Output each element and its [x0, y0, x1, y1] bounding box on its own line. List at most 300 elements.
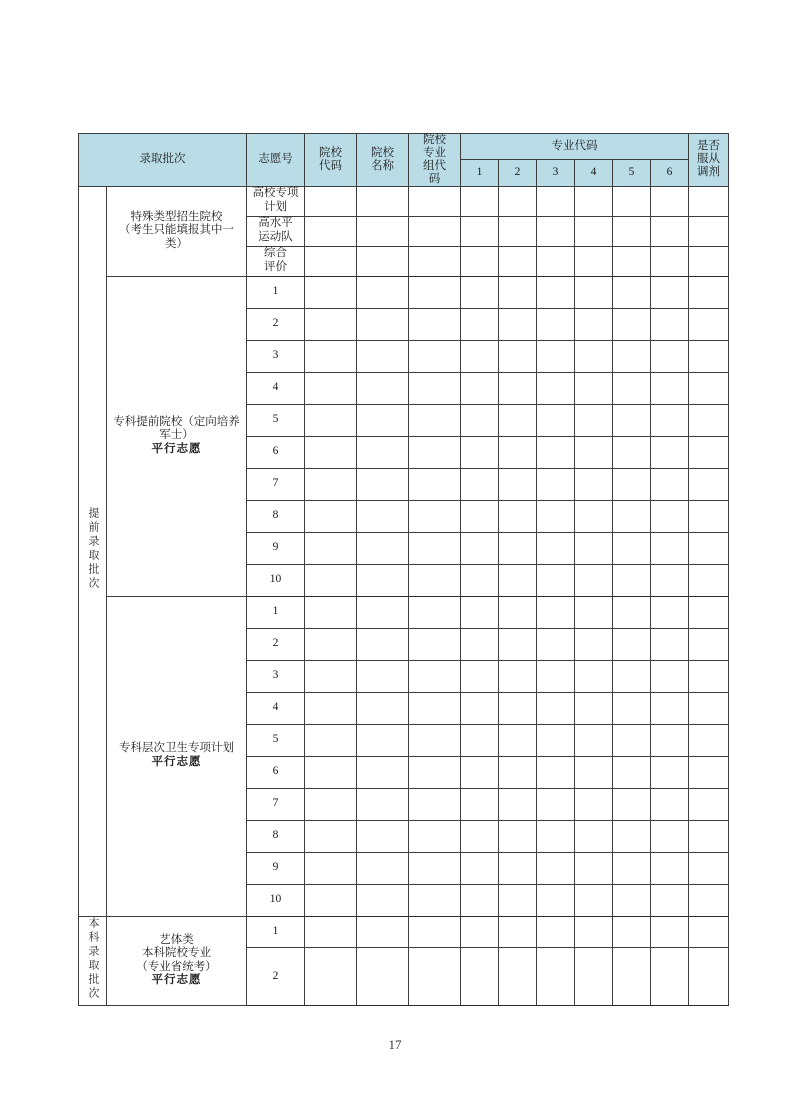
volunteer-no-cell[interactable]: [247, 276, 305, 308]
school-code-cell[interactable]: [305, 564, 357, 596]
major-code-cell-2[interactable]: [499, 372, 537, 404]
major-code-cell-3[interactable]: [537, 468, 575, 500]
major-code-cell-4[interactable]: [575, 436, 613, 468]
school-name-cell[interactable]: [357, 186, 409, 216]
school-name-cell[interactable]: [357, 468, 409, 500]
volunteer-no-cell[interactable]: [247, 628, 305, 660]
major-code-cell-5[interactable]: [613, 372, 651, 404]
major-code-cell-1[interactable]: [461, 852, 499, 884]
major-code-cell-2[interactable]: [499, 216, 537, 246]
major-code-cell-5[interactable]: [613, 916, 651, 947]
major-code-cell-2[interactable]: [499, 246, 537, 276]
obey-adjustment-cell[interactable]: [689, 564, 729, 596]
obey-adjustment-cell[interactable]: [689, 340, 729, 372]
volunteer-no-cell[interactable]: [247, 532, 305, 564]
major-code-cell-5[interactable]: [613, 947, 651, 1005]
obey-adjustment-cell[interactable]: [689, 884, 729, 916]
school-group-code-cell[interactable]: [409, 216, 461, 246]
major-code-cell-4[interactable]: [575, 788, 613, 820]
obey-adjustment-cell[interactable]: [689, 692, 729, 724]
major-code-cell-4[interactable]: [575, 596, 613, 628]
volunteer-no-cell[interactable]: [247, 916, 305, 947]
major-code-cell-2[interactable]: [499, 596, 537, 628]
header-major-1: 1: [461, 160, 499, 186]
school-code-cell[interactable]: [305, 404, 357, 436]
volunteer-no-cell[interactable]: [247, 884, 305, 916]
major-code-cell-1[interactable]: [461, 820, 499, 852]
major-code-cell-1[interactable]: [461, 372, 499, 404]
school-name-cell[interactable]: [357, 628, 409, 660]
school-group-code-cell[interactable]: [409, 532, 461, 564]
school-code-cell[interactable]: [305, 276, 357, 308]
school-group-code-cell[interactable]: [409, 884, 461, 916]
volunteer-no-cell[interactable]: [247, 404, 305, 436]
major-code-cell-3[interactable]: [537, 372, 575, 404]
major-code-cell-4[interactable]: [575, 692, 613, 724]
major-code-cell-3[interactable]: [537, 916, 575, 947]
major-code-cell-6[interactable]: [651, 532, 689, 564]
school-group-code-cell[interactable]: [409, 820, 461, 852]
major-code-cell-1[interactable]: [461, 436, 499, 468]
school-group-code-cell[interactable]: [409, 692, 461, 724]
plan-name-line: 艺体类: [159, 933, 194, 946]
school-name-cell[interactable]: [357, 596, 409, 628]
school-code-cell[interactable]: [305, 372, 357, 404]
major-code-cell-2[interactable]: [499, 532, 537, 564]
major-code-cell-5[interactable]: [613, 216, 651, 246]
major-code-cell-4[interactable]: [575, 468, 613, 500]
major-code-cell-4[interactable]: [575, 216, 613, 246]
major-code-cell-1[interactable]: [461, 884, 499, 916]
major-code-cell-6[interactable]: [651, 756, 689, 788]
obey-adjustment-cell[interactable]: [689, 372, 729, 404]
school-name-cell[interactable]: [357, 660, 409, 692]
table-header: [79, 134, 729, 187]
school-name-cell[interactable]: [357, 404, 409, 436]
major-code-cell-2[interactable]: [499, 916, 537, 947]
school-name-cell[interactable]: [357, 500, 409, 532]
major-code-cell-4[interactable]: [575, 852, 613, 884]
volunteer-no-cell[interactable]: [247, 692, 305, 724]
major-code-cell-5[interactable]: [613, 884, 651, 916]
major-code-cell-2[interactable]: [499, 276, 537, 308]
school-name-cell[interactable]: [357, 372, 409, 404]
volunteer-no-cell[interactable]: [247, 564, 305, 596]
major-code-cell-1[interactable]: [461, 308, 499, 340]
major-code-cell-6[interactable]: [651, 564, 689, 596]
major-code-cell-2[interactable]: [499, 500, 537, 532]
major-code-cell-3[interactable]: [537, 947, 575, 1005]
major-code-cell-3[interactable]: [537, 340, 575, 372]
major-code-cell-4[interactable]: [575, 500, 613, 532]
obey-adjustment-cell[interactable]: [689, 276, 729, 308]
major-code-cell-4[interactable]: [575, 532, 613, 564]
school-code-cell[interactable]: [305, 340, 357, 372]
major-code-cell-6[interactable]: [651, 660, 689, 692]
major-code-cell-3[interactable]: [537, 404, 575, 436]
school-group-code-cell[interactable]: [409, 404, 461, 436]
school-group-code-cell[interactable]: [409, 788, 461, 820]
obey-adjustment-cell[interactable]: [689, 436, 729, 468]
header-school-code-line1: 院校: [319, 146, 342, 159]
volunteer-no-text: 1: [272, 285, 279, 298]
volunteer-no-cell[interactable]: [247, 340, 305, 372]
school-code-cell[interactable]: [305, 468, 357, 500]
school-code-cell[interactable]: [305, 532, 357, 564]
volunteer-no-text: 8: [272, 509, 279, 522]
obey-adjustment-cell[interactable]: [689, 468, 729, 500]
school-group-code-cell[interactable]: [409, 276, 461, 308]
obey-adjustment-cell[interactable]: [689, 756, 729, 788]
major-code-cell-5[interactable]: [613, 246, 651, 276]
major-code-cell-5[interactable]: [613, 308, 651, 340]
major-code-cell-2[interactable]: [499, 340, 537, 372]
school-group-code-cell[interactable]: [409, 308, 461, 340]
school-code-cell[interactable]: [305, 884, 357, 916]
school-name-cell[interactable]: [357, 246, 409, 276]
school-code-cell[interactable]: [305, 788, 357, 820]
major-code-cell-5[interactable]: [613, 276, 651, 308]
major-code-cell-1[interactable]: [461, 564, 499, 596]
obey-adjustment-cell[interactable]: [689, 724, 729, 756]
major-code-cell-3[interactable]: [537, 186, 575, 216]
major-code-cell-6[interactable]: [651, 916, 689, 947]
major-code-cell-1[interactable]: [461, 246, 499, 276]
school-name-cell[interactable]: [357, 788, 409, 820]
major-code-cell-2[interactable]: [499, 564, 537, 596]
school-code-cell[interactable]: [305, 660, 357, 692]
major-code-cell-2[interactable]: [499, 308, 537, 340]
obey-adjustment-cell[interactable]: [689, 308, 729, 340]
volunteer-no-text: 计划: [264, 201, 287, 213]
major-code-cell-2[interactable]: [499, 852, 537, 884]
major-code-cell-6[interactable]: [651, 596, 689, 628]
major-code-cell-3[interactable]: [537, 756, 575, 788]
major-code-cell-3[interactable]: [537, 820, 575, 852]
obey-adjustment-cell[interactable]: [689, 947, 729, 1005]
major-code-cell-2[interactable]: [499, 186, 537, 216]
school-code-cell[interactable]: [305, 628, 357, 660]
volunteer-no-cell[interactable]: [247, 216, 305, 246]
school-code-cell[interactable]: [305, 596, 357, 628]
school-group-code-cell[interactable]: [409, 756, 461, 788]
school-group-code-cell[interactable]: [409, 186, 461, 216]
major-code-cell-3[interactable]: [537, 216, 575, 246]
major-code-cell-3[interactable]: [537, 660, 575, 692]
major-code-cell-5[interactable]: [613, 468, 651, 500]
major-code-cell-4[interactable]: [575, 246, 613, 276]
major-code-cell-3[interactable]: [537, 436, 575, 468]
school-group-code-cell[interactable]: [409, 596, 461, 628]
major-code-cell-1[interactable]: [461, 340, 499, 372]
major-code-cell-1[interactable]: [461, 756, 499, 788]
school-name-cell[interactable]: [357, 308, 409, 340]
major-code-cell-2[interactable]: [499, 947, 537, 1005]
obey-adjustment-cell[interactable]: [689, 500, 729, 532]
volunteer-no-cell[interactable]: [247, 186, 305, 216]
major-code-cell-6[interactable]: [651, 372, 689, 404]
major-code-cell-3[interactable]: [537, 308, 575, 340]
school-name-cell[interactable]: [357, 692, 409, 724]
major-code-cell-6[interactable]: [651, 436, 689, 468]
school-group-code-cell[interactable]: [409, 372, 461, 404]
school-code-cell[interactable]: [305, 820, 357, 852]
major-code-cell-2[interactable]: [499, 404, 537, 436]
volunteer-no-cell[interactable]: [247, 724, 305, 756]
obey-adjustment-cell[interactable]: [689, 628, 729, 660]
page-number: 17: [388, 1037, 402, 1052]
major-code-cell-1[interactable]: [461, 628, 499, 660]
major-code-cell-4[interactable]: [575, 628, 613, 660]
school-name-cell[interactable]: [357, 564, 409, 596]
volunteer-no-text: 4: [272, 701, 279, 714]
major-code-cell-6[interactable]: [651, 468, 689, 500]
school-name-cell[interactable]: [357, 532, 409, 564]
plan-name-line: 专科提前院校（定向培养: [113, 415, 240, 428]
major-code-cell-2[interactable]: [499, 788, 537, 820]
header-row-1: [79, 134, 729, 160]
major-code-cell-5[interactable]: [613, 852, 651, 884]
major-code-cell-6[interactable]: [651, 884, 689, 916]
major-code-cell-5[interactable]: [613, 500, 651, 532]
major-code-cell-4[interactable]: [575, 756, 613, 788]
volunteer-no-cell[interactable]: [247, 596, 305, 628]
volunteer-no-cell[interactable]: [247, 500, 305, 532]
major-code-cell-3[interactable]: [537, 532, 575, 564]
volunteer-no-cell[interactable]: [247, 468, 305, 500]
school-group-code-cell[interactable]: [409, 436, 461, 468]
major-code-cell-2[interactable]: [499, 436, 537, 468]
major-code-cell-1[interactable]: [461, 532, 499, 564]
major-code-cell-4[interactable]: [575, 372, 613, 404]
obey-adjustment-cell[interactable]: [689, 532, 729, 564]
major-code-cell-4[interactable]: [575, 340, 613, 372]
volunteer-no-cell[interactable]: [247, 756, 305, 788]
major-code-cell-1[interactable]: [461, 692, 499, 724]
major-code-cell-4[interactable]: [575, 660, 613, 692]
major-code-cell-5[interactable]: [613, 628, 651, 660]
major-code-cell-1[interactable]: [461, 596, 499, 628]
school-group-code-cell[interactable]: [409, 628, 461, 660]
major-code-cell-6[interactable]: [651, 308, 689, 340]
volunteer-no-text: 10: [269, 893, 282, 906]
school-group-code-cell[interactable]: [409, 564, 461, 596]
major-code-cell-1[interactable]: [461, 660, 499, 692]
school-name-cell[interactable]: [357, 756, 409, 788]
major-code-cell-3[interactable]: [537, 500, 575, 532]
major-code-cell-5[interactable]: [613, 564, 651, 596]
major-code-cell-3[interactable]: [537, 788, 575, 820]
major-code-cell-1[interactable]: [461, 724, 499, 756]
obey-adjustment-cell[interactable]: [689, 916, 729, 947]
major-code-cell-5[interactable]: [613, 724, 651, 756]
major-code-cell-4[interactable]: [575, 916, 613, 947]
volunteer-no-cell[interactable]: [247, 372, 305, 404]
major-code-cell-3[interactable]: [537, 852, 575, 884]
major-code-cell-2[interactable]: [499, 628, 537, 660]
major-code-cell-6[interactable]: [651, 692, 689, 724]
volunteer-no-text: 1: [272, 605, 279, 618]
volunteer-no-cell[interactable]: [247, 788, 305, 820]
school-code-cell[interactable]: [305, 692, 357, 724]
header-major-2: 2: [499, 160, 537, 186]
school-name-cell[interactable]: [357, 276, 409, 308]
major-code-cell-5[interactable]: [613, 340, 651, 372]
school-code-cell[interactable]: [305, 947, 357, 1005]
major-code-cell-4[interactable]: [575, 947, 613, 1005]
major-code-cell-1[interactable]: [461, 468, 499, 500]
school-group-code-cell[interactable]: [409, 340, 461, 372]
major-code-cell-2[interactable]: [499, 820, 537, 852]
major-code-cell-5[interactable]: [613, 820, 651, 852]
major-code-cell-6[interactable]: [651, 852, 689, 884]
school-name-cell[interactable]: [357, 852, 409, 884]
school-code-cell[interactable]: [305, 436, 357, 468]
major-code-cell-6[interactable]: [651, 947, 689, 1005]
major-code-cell-2[interactable]: [499, 884, 537, 916]
major-code-cell-1[interactable]: [461, 947, 499, 1005]
volunteer-no-text: 6: [272, 445, 279, 458]
header-volunteer-no: 志愿号: [247, 134, 305, 187]
school-name-cell[interactable]: [357, 724, 409, 756]
school-code-cell[interactable]: [305, 500, 357, 532]
major-code-cell-1[interactable]: [461, 500, 499, 532]
major-code-cell-5[interactable]: [613, 756, 651, 788]
major-code-cell-6[interactable]: [651, 216, 689, 246]
major-code-cell-6[interactable]: [651, 724, 689, 756]
school-group-code-cell[interactable]: [409, 916, 461, 947]
school-name-cell[interactable]: [357, 436, 409, 468]
plan-name-cell: [107, 186, 247, 276]
major-code-cell-6[interactable]: [651, 404, 689, 436]
school-group-code-cell[interactable]: [409, 660, 461, 692]
major-code-cell-6[interactable]: [651, 186, 689, 216]
major-code-cell-6[interactable]: [651, 276, 689, 308]
major-code-cell-3[interactable]: [537, 564, 575, 596]
obey-adjustment-cell[interactable]: [689, 186, 729, 216]
school-code-cell[interactable]: [305, 216, 357, 246]
volunteer-no-cell[interactable]: [247, 246, 305, 276]
major-code-cell-6[interactable]: [651, 340, 689, 372]
obey-adjustment-cell[interactable]: [689, 852, 729, 884]
school-name-cell[interactable]: [357, 820, 409, 852]
major-code-cell-6[interactable]: [651, 820, 689, 852]
school-code-cell[interactable]: [305, 916, 357, 947]
school-group-code-cell[interactable]: [409, 947, 461, 1005]
school-group-code-cell[interactable]: [409, 724, 461, 756]
school-name-cell[interactable]: [357, 340, 409, 372]
school-group-code-cell[interactable]: [409, 246, 461, 276]
volunteer-no-cell[interactable]: [247, 436, 305, 468]
obey-adjustment-cell[interactable]: [689, 404, 729, 436]
major-code-cell-3[interactable]: [537, 884, 575, 916]
major-code-cell-3[interactable]: [537, 724, 575, 756]
major-code-cell-4[interactable]: [575, 724, 613, 756]
major-code-cell-3[interactable]: [537, 246, 575, 276]
school-group-code-cell[interactable]: [409, 468, 461, 500]
major-code-cell-5[interactable]: [613, 692, 651, 724]
major-code-cell-1[interactable]: [461, 276, 499, 308]
school-code-cell[interactable]: [305, 308, 357, 340]
plan-name-line: （专业省统考）: [136, 960, 217, 973]
obey-adjustment-cell[interactable]: [689, 788, 729, 820]
school-group-code-cell[interactable]: [409, 852, 461, 884]
school-name-cell[interactable]: [357, 216, 409, 246]
major-code-cell-5[interactable]: [613, 404, 651, 436]
major-code-cell-5[interactable]: [613, 532, 651, 564]
major-code-cell-1[interactable]: [461, 186, 499, 216]
school-code-cell[interactable]: [305, 186, 357, 216]
major-code-cell-4[interactable]: [575, 308, 613, 340]
major-code-cell-4[interactable]: [575, 564, 613, 596]
obey-adjustment-cell[interactable]: [689, 596, 729, 628]
obey-adjustment-cell[interactable]: [689, 216, 729, 246]
major-code-cell-4[interactable]: [575, 820, 613, 852]
major-code-cell-1[interactable]: [461, 916, 499, 947]
major-code-cell-1[interactable]: [461, 788, 499, 820]
plan-name-line: 类）: [165, 237, 188, 250]
major-code-cell-4[interactable]: [575, 884, 613, 916]
school-code-cell[interactable]: [305, 852, 357, 884]
major-code-cell-3[interactable]: [537, 596, 575, 628]
volunteer-no-text: 5: [272, 733, 279, 746]
volunteer-no-cell[interactable]: [247, 852, 305, 884]
major-code-cell-5[interactable]: [613, 660, 651, 692]
major-code-cell-1[interactable]: [461, 216, 499, 246]
obey-adjustment-cell[interactable]: [689, 660, 729, 692]
school-group-code-cell[interactable]: [409, 500, 461, 532]
school-code-cell[interactable]: [305, 756, 357, 788]
volunteer-no-text: 3: [272, 669, 279, 682]
volunteer-no-cell[interactable]: [247, 820, 305, 852]
major-code-cell-4[interactable]: [575, 404, 613, 436]
major-code-cell-3[interactable]: [537, 276, 575, 308]
major-code-cell-5[interactable]: [613, 436, 651, 468]
header-group-line3: 组代: [423, 159, 446, 172]
obey-adjustment-cell[interactable]: [689, 246, 729, 276]
school-name-cell[interactable]: [357, 884, 409, 916]
school-code-cell[interactable]: [305, 724, 357, 756]
major-code-cell-5[interactable]: [613, 596, 651, 628]
table-row: [79, 276, 729, 308]
header-major-4: 4: [575, 160, 613, 186]
major-code-cell-3[interactable]: [537, 692, 575, 724]
major-code-cell-2[interactable]: [499, 692, 537, 724]
school-code-cell[interactable]: [305, 246, 357, 276]
school-name-cell[interactable]: [357, 916, 409, 947]
major-code-cell-6[interactable]: [651, 500, 689, 532]
volunteer-no-cell[interactable]: [247, 308, 305, 340]
major-code-cell-6[interactable]: [651, 628, 689, 660]
major-code-cell-4[interactable]: [575, 276, 613, 308]
major-code-cell-6[interactable]: [651, 246, 689, 276]
major-code-cell-6[interactable]: [651, 788, 689, 820]
major-code-cell-5[interactable]: [613, 186, 651, 216]
volunteer-no-cell[interactable]: [247, 947, 305, 1005]
major-code-cell-4[interactable]: [575, 186, 613, 216]
major-code-cell-5[interactable]: [613, 788, 651, 820]
major-code-cell-2[interactable]: [499, 468, 537, 500]
obey-adjustment-cell[interactable]: [689, 820, 729, 852]
major-code-cell-1[interactable]: [461, 404, 499, 436]
school-name-cell[interactable]: [357, 947, 409, 1005]
volunteer-no-text: 9: [272, 861, 279, 874]
major-code-cell-2[interactable]: [499, 724, 537, 756]
volunteer-no-cell[interactable]: [247, 660, 305, 692]
major-code-cell-2[interactable]: [499, 660, 537, 692]
major-code-cell-3[interactable]: [537, 628, 575, 660]
major-code-cell-2[interactable]: [499, 756, 537, 788]
